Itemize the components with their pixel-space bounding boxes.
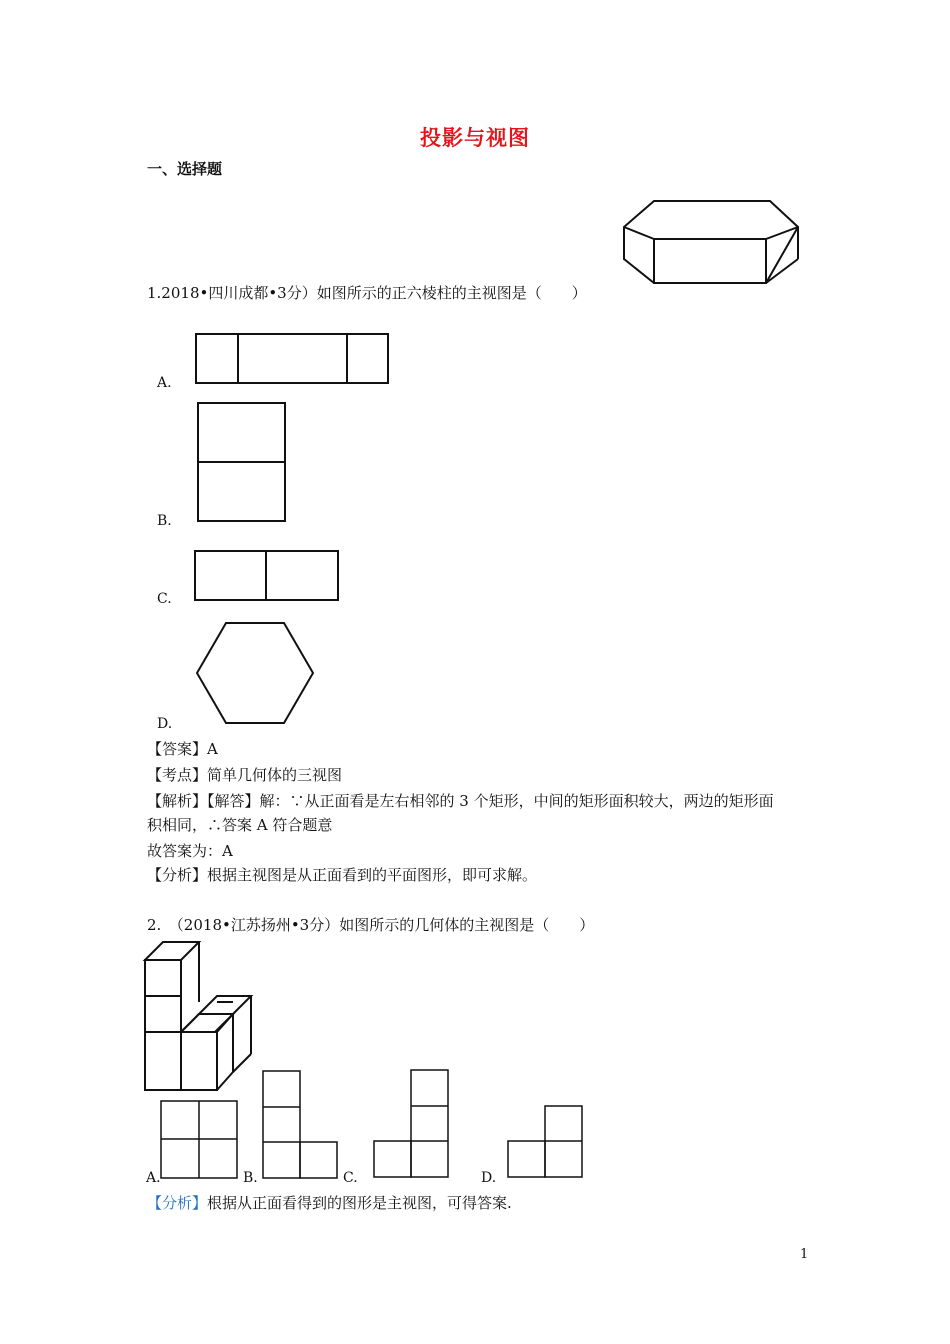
q2-fenxi-text: 根据从正面看得到的图形是主视图，可得答案. [207, 1194, 512, 1212]
q1-analysis-line1: 【解析】【解答】解：∵从正面看是左右相邻的 3 个矩形，中间的矩形面积较大，两边的矩形面 [147, 792, 774, 810]
q2-fenxi-label: 【分析】 [147, 1194, 208, 1212]
q2-option-b-label: B. [243, 1170, 258, 1186]
page-number: 1 [800, 1247, 809, 1262]
q1-option-a-figure[interactable] [195, 333, 389, 385]
q1-final-answer: 故答案为：A [147, 842, 233, 860]
q1-option-b-figure[interactable] [197, 402, 287, 522]
q1-option-d-figure[interactable] [196, 622, 314, 726]
q2-option-d-label: D. [481, 1170, 497, 1186]
q2-option-c-label: C. [343, 1170, 358, 1186]
q1-option-d-label: D. [157, 716, 173, 732]
q2-fenxi [147, 1193, 512, 1213]
q2-option-b-figure[interactable] [262, 1070, 340, 1180]
page-title: 投影与视图 [420, 125, 530, 150]
q1-option-c-figure[interactable] [194, 550, 340, 602]
q1-analysis-line2: 积相同，∴答案 A 符合题意 [147, 816, 333, 834]
q1-answer: 【答案】A [147, 740, 218, 758]
q2-option-a-figure[interactable] [160, 1100, 240, 1180]
hexagonal-prism-figure [622, 199, 802, 289]
q1-fenxi: 【分析】根据主视图是从正面看到的平面图形，即可求解。 [147, 866, 538, 884]
q1-question: 1.2018•四川成都•3分）如图所示的正六棱柱的主视图是（ ） [147, 284, 587, 302]
section-heading: 一、选择题 [147, 160, 223, 178]
q2-option-a-label: A. [146, 1170, 161, 1186]
q2-question: 2. （2018•江苏扬州•3分）如图所示的几何体的主视图是（ ） [147, 916, 595, 934]
q1-option-b-label: B. [157, 513, 172, 529]
q2-option-d-figure[interactable] [507, 1105, 585, 1179]
q1-point: 【考点】简单几何体的三视图 [147, 766, 343, 784]
q2-cube-stack-figure [143, 940, 253, 1092]
q1-option-c-label: C. [157, 591, 172, 607]
q2-option-c-figure[interactable] [373, 1069, 451, 1179]
q1-option-a-label: A. [157, 375, 172, 391]
